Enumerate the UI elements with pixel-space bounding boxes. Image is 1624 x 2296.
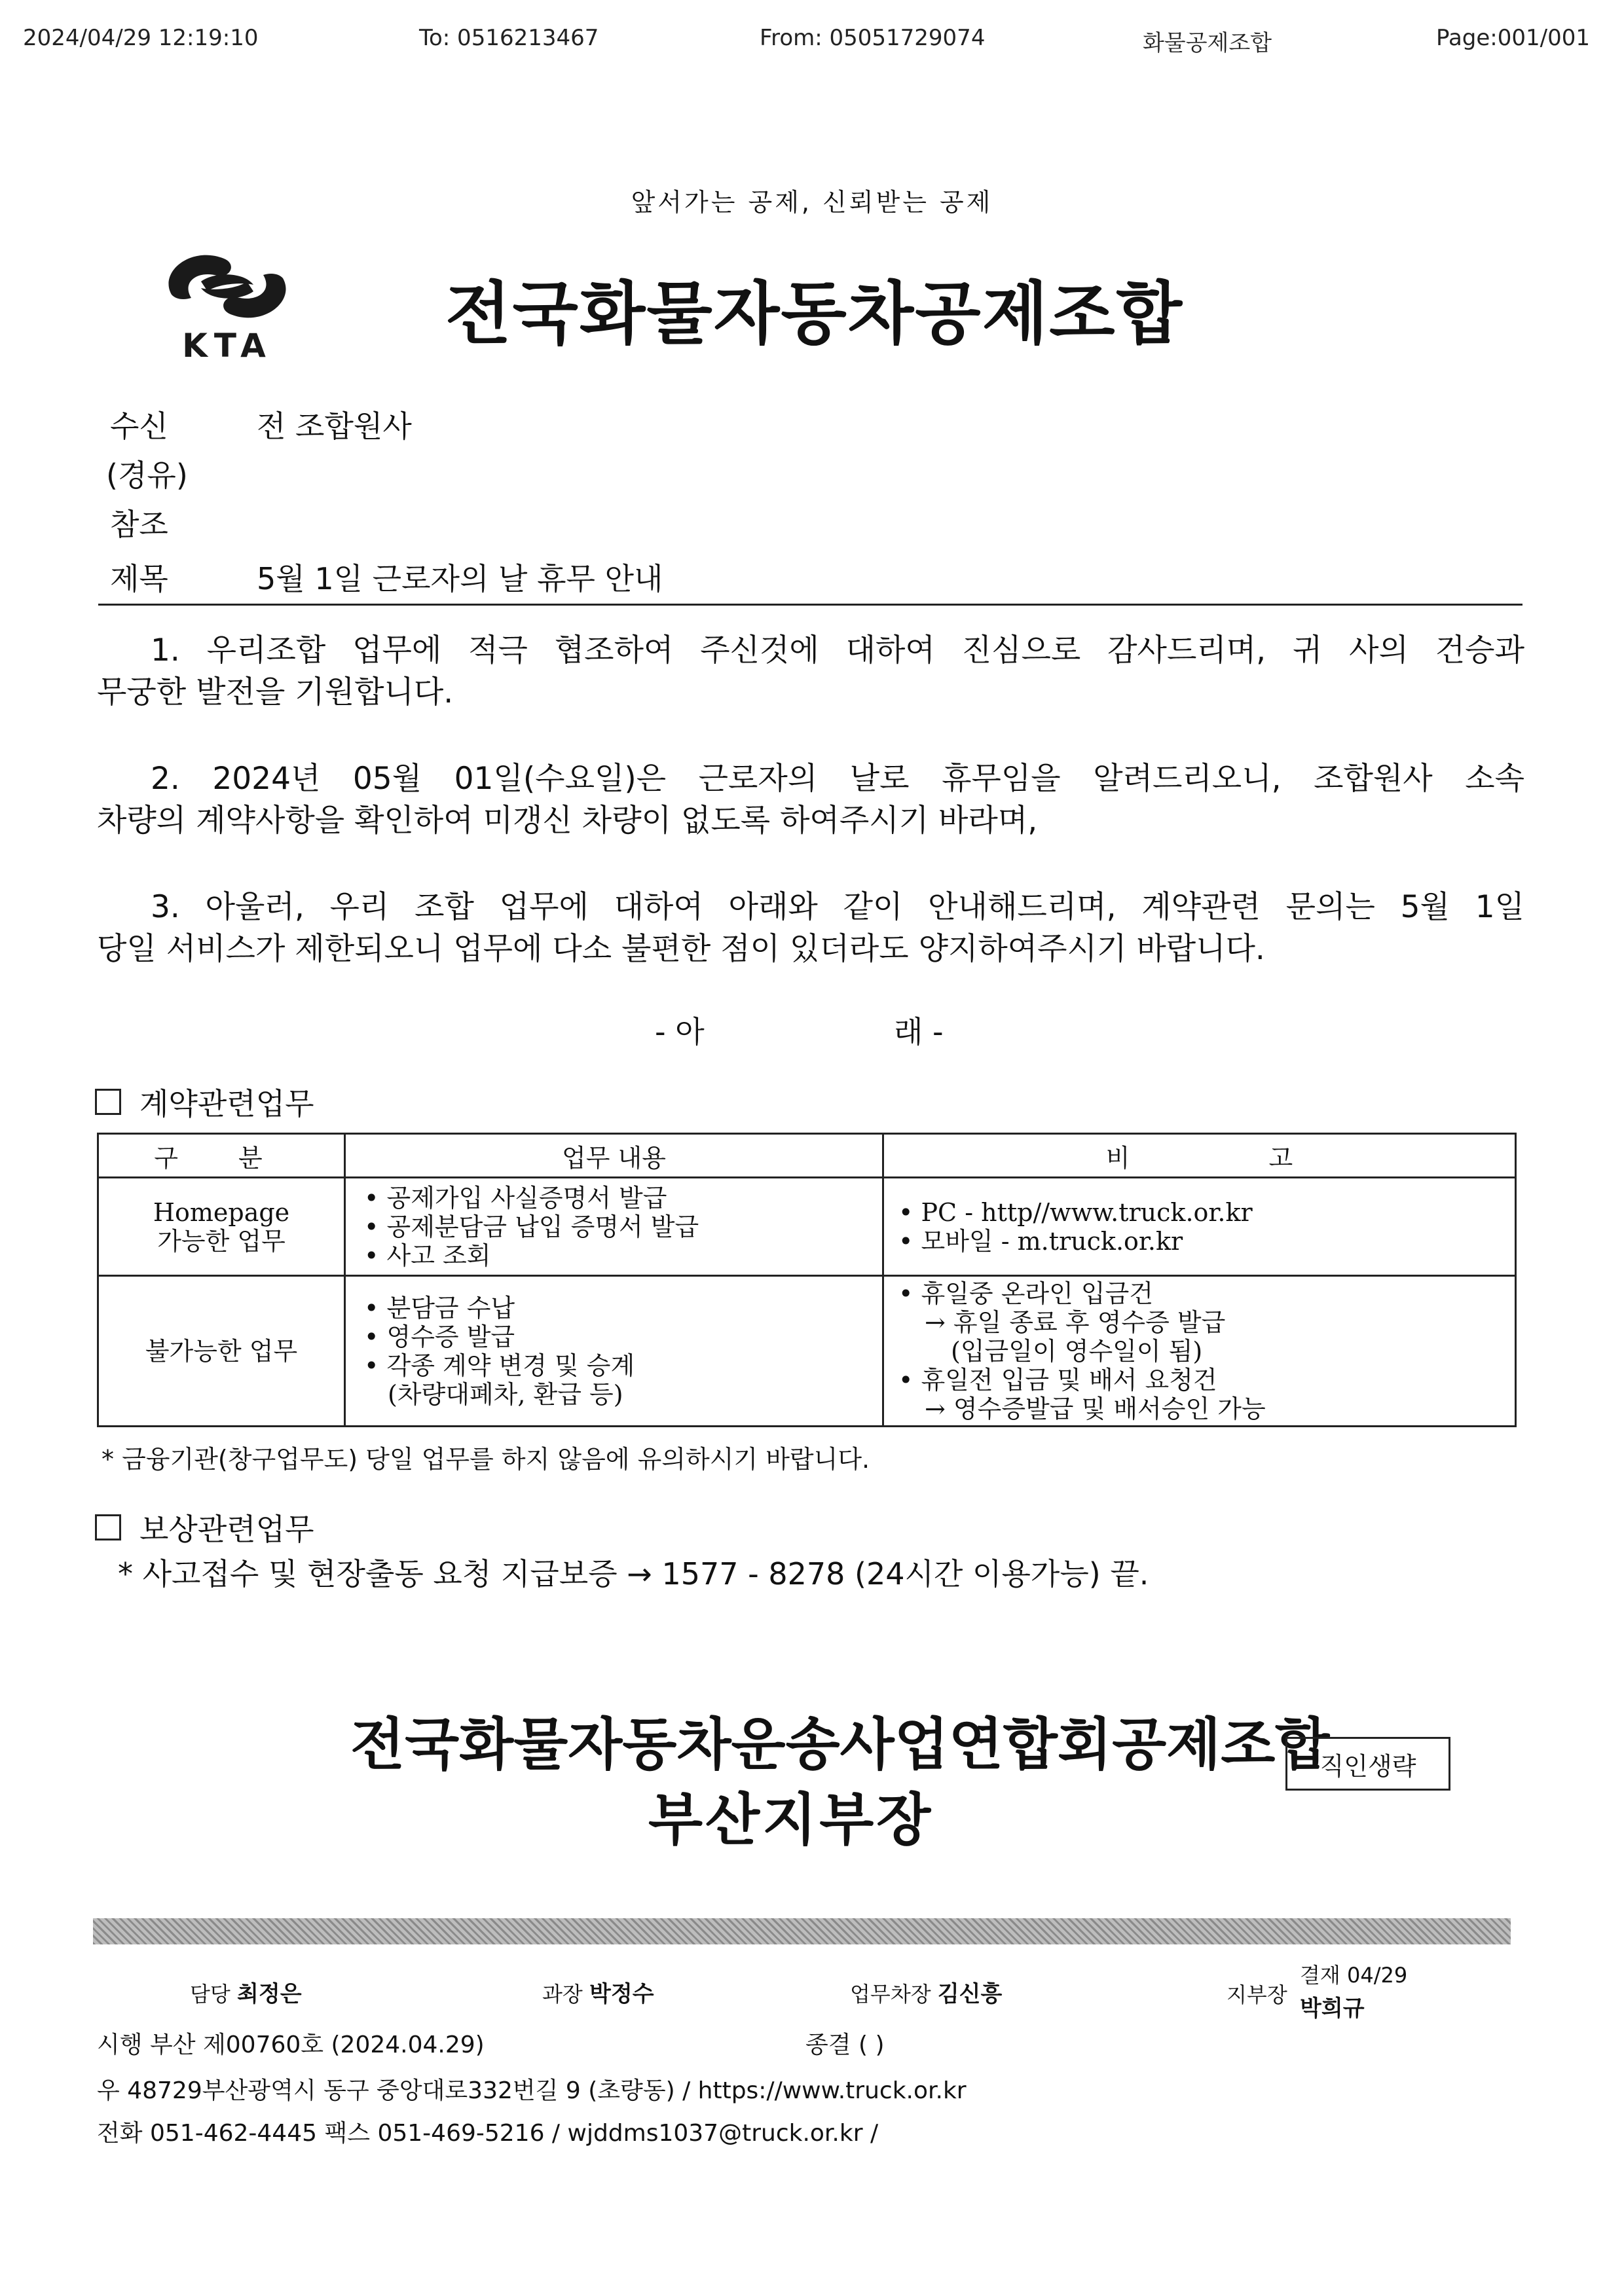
paragraph-3-line-2: 당일 서비스가 제한되오니 업무에 다소 불편한 점이 있더라도 양지하여주시기 바랍니다.	[97, 931, 1265, 967]
row-category: 불가능한 업무	[98, 1276, 345, 1427]
issuer-branch: 부산지부장	[648, 1787, 934, 1853]
paragraph-3-line-1: 3. 아울러, 우리 조합 업무에 대하여 아래와 같이 안내해드리며, 계약관련 문의는 5월 1일	[151, 889, 1524, 925]
reference-label: 참조	[110, 507, 168, 542]
compensation-text: * 사고접수 및 현장출동 요청 지급보증 → 1577 - 8278 (24시간 이용가능) 끝.	[118, 1556, 1149, 1592]
contract-section-title	[95, 1080, 314, 1123]
approval-manager: 과장 박정수	[542, 1981, 654, 2007]
approval-charge: 담당 최정은	[190, 1981, 302, 2007]
paragraph-1-line-2: 무궁한 발전을 기원합니다.	[97, 674, 454, 710]
separator-bar	[93, 1918, 1511, 1944]
paragraph-2-line-1: 2. 2024년 05월 01일(수요일)은 근로자의 날로 휴무임을 알려드리오니, 조합원사 소속	[151, 761, 1524, 797]
header-category: 구 분	[98, 1134, 345, 1178]
via-label: (경유)	[106, 458, 188, 493]
header-notes: 비 고	[883, 1134, 1516, 1178]
address: 우 48729부산광역시 동구 중앙대로332번길 9 (초량동) / https://www.truck.or.kr	[97, 2077, 967, 2104]
header-divider	[98, 604, 1522, 606]
row-category: Homepage 가능한 업무	[98, 1178, 345, 1276]
subject-value: 5월 1일 근로자의 날 휴무 안내	[257, 561, 663, 596]
checkbox-icon	[95, 1089, 121, 1115]
row-notes: • 휴일중 온라인 입금건 → 휴일 종료 후 영수증 발급 (입금일이 영수일이 됨) • 휴일전 입금 및 배서 요청건 → 영수증발급 및 배서승인 가능	[883, 1276, 1516, 1427]
recipient-value: 전 조합원사	[257, 409, 412, 444]
paragraph-1-line-1: 1. 우리조합 업무에 적극 협조하여 주신것에 대하여 진심으로 감사드리며, 귀 사의 건승과	[151, 632, 1524, 668]
enforcement-number: 시행 부산 제00760호 (2024.04.29)	[97, 2032, 485, 2058]
table-row	[98, 1276, 1516, 1427]
paragraph-3	[97, 886, 1524, 970]
below-left: - 아	[655, 1014, 705, 1049]
fax-page: Page:001/001	[1436, 25, 1591, 51]
row-notes: • PC - http//www.truck.or.kr • 모바일 - m.truck.or.kr	[883, 1178, 1516, 1276]
fax-sender: 화물공제조합	[1143, 30, 1272, 56]
paragraph-1	[97, 630, 1524, 714]
subject-label: 제목	[110, 561, 168, 596]
organization-title: 전국화물자동차공제조합	[445, 274, 1184, 354]
seal-omitted-box: 직인생략	[1285, 1737, 1450, 1791]
paragraph-2-line-2: 차량의 계약사항을 확인하여 미갱신 차량이 없도록 하여주시기 바라며,	[97, 803, 1038, 839]
approval-deputy: 업무차장 김신흥	[850, 1981, 1003, 2007]
paragraph-2	[97, 758, 1524, 842]
compensation-section-title	[95, 1506, 314, 1549]
fax-to: To: 0516213467	[419, 25, 599, 51]
kta-swirl-icon	[152, 232, 303, 363]
receipt-status: 종결 ( )	[805, 2032, 885, 2058]
header-tasks: 업무 내용	[345, 1134, 883, 1178]
row-tasks: • 분담금 수납 • 영수증 발급 • 각종 계약 변경 및 승계 (차량대폐차, 환급 등)	[345, 1276, 883, 1427]
approval-mark: 결재 04/29	[1300, 1963, 1408, 1988]
table-header-row	[98, 1134, 1516, 1178]
approval-branch-name: 박희규	[1300, 1995, 1365, 2022]
contact-info: 전화 051-462-4445 팩스 051-469-5216 / wjddms1037@truck.or.kr /	[97, 2120, 879, 2147]
checkbox-icon	[95, 1514, 121, 1540]
approval-branch-label: 지부장	[1227, 1982, 1287, 2007]
recipient-label: 수신	[110, 409, 168, 444]
issuer-name: 전국화물자동차운송사업연합회공제조합	[350, 1712, 1330, 1777]
contract-table	[97, 1133, 1517, 1427]
compensation-section-label: 보상관련업무	[139, 1512, 314, 1547]
kta-logo	[152, 232, 303, 363]
fax-datetime: 2024/04/29 12:19:10	[23, 25, 259, 51]
row-tasks: • 공제가입 사실증명서 발급 • 공제분담금 납입 증명서 발급 • 사고 조회	[345, 1178, 883, 1276]
contract-section-label: 계약관련업무	[139, 1086, 314, 1121]
svg-text:KTA: KTA	[182, 327, 272, 363]
slogan: 앞서가는 공제, 신뢰받는 공제	[631, 188, 993, 217]
table-row	[98, 1178, 1516, 1276]
fax-from: From: 05051729074	[760, 25, 986, 51]
contract-footnote: * 금융기관(창구업무도) 당일 업무를 하지 않음에 유의하시기 바랍니다.	[101, 1445, 870, 1474]
below-right: 래 -	[894, 1014, 944, 1049]
